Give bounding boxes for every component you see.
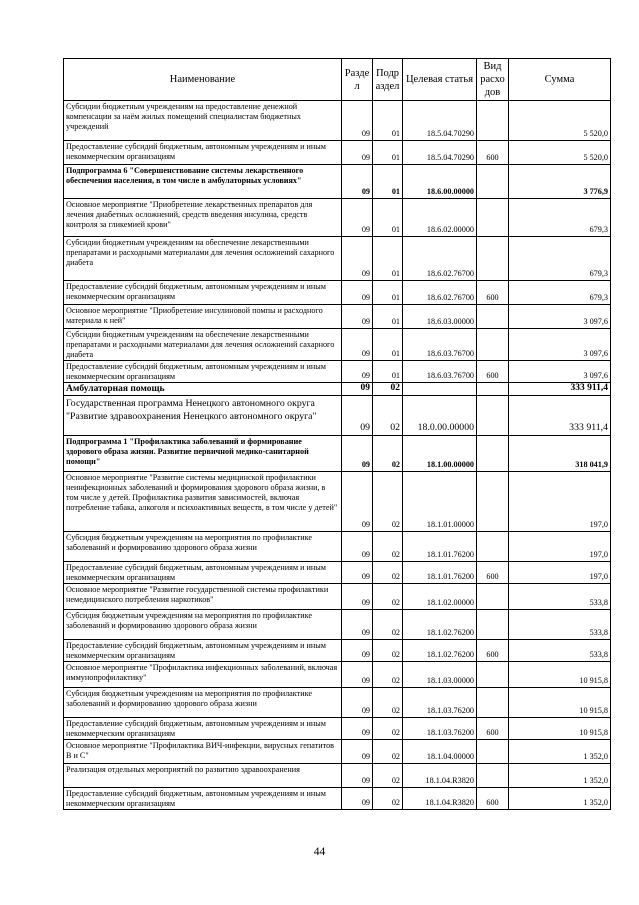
row-name: Основное мероприятие "Развитие государственной системы профилактики немедицинского потребления наркотиков": [64, 584, 342, 610]
row-amount: 333 911,4: [509, 396, 611, 436]
row-subsection: 02: [373, 532, 403, 562]
row-subsection: 01: [373, 281, 403, 305]
row-expense-type: [477, 584, 509, 610]
row-target-article: 18.6.02.76700: [403, 237, 477, 281]
row-expense-type: 600: [477, 718, 509, 740]
row-subsection: 02: [373, 688, 403, 718]
table-row: [64, 718, 611, 740]
row-target-article: 18.1.00.00000: [403, 436, 477, 472]
row-amount: 1 352,0: [509, 740, 611, 764]
table-row: [64, 101, 611, 141]
table-row: [64, 584, 611, 610]
row-subsection: 02: [373, 640, 403, 662]
row-amount: 10 915,8: [509, 718, 611, 740]
row-expense-type: [477, 472, 509, 532]
row-subsection: 01: [373, 165, 403, 199]
row-name: Основное мероприятие "Приобретение лекарственных препаратов для лечения диабетных осложнений, средств введения инсулина, средств контроля за гликемией крови": [64, 199, 342, 237]
header-section: Разде л: [342, 59, 373, 101]
row-section: 09: [342, 532, 373, 562]
row-expense-type: [477, 237, 509, 281]
header-target-article: Целевая статья: [403, 59, 477, 101]
row-name: Субсидия бюджетным учреждениям на мероприятия по профилактике заболеваний и формированию здорового образа жизни: [64, 688, 342, 718]
row-subsection: 01: [373, 237, 403, 281]
row-subsection: 01: [373, 101, 403, 141]
row-subsection: 02: [373, 610, 403, 640]
row-section: 09: [342, 281, 373, 305]
row-name: Субсидия бюджетным учреждениям на мероприятия по профилактике заболеваний и формированию здорового образа жизни: [64, 610, 342, 640]
row-name: Субсидии бюджетным учреждениям на предоставление денежной компенсации за наём жилых помещений специалистам бюджетных учреждений: [64, 101, 342, 141]
table-row: [64, 199, 611, 237]
row-section: 09: [342, 788, 373, 810]
table-row: [64, 165, 611, 199]
row-expense-type: [477, 436, 509, 472]
row-expense-type: [477, 764, 509, 788]
row-section: 09: [342, 199, 373, 237]
row-expense-type: [477, 383, 509, 396]
row-name: Субсидии бюджетным учреждениям на обеспечение лекарственными препаратами и расходными материалами для лечения осложнений сахарного диабета: [64, 237, 342, 281]
row-section: 09: [342, 101, 373, 141]
row-name: Предоставление субсидий бюджетным, автономным учреждениям и иным некоммерческим организациям: [64, 281, 342, 305]
row-target-article: 18.1.04.R3820: [403, 788, 477, 810]
row-amount: 679,3: [509, 199, 611, 237]
row-expense-type: [477, 740, 509, 764]
row-amount: 679,3: [509, 237, 611, 281]
row-subsection: 02: [373, 662, 403, 688]
table-row: [64, 532, 611, 562]
row-subsection: 01: [373, 329, 403, 361]
table-row: [64, 764, 611, 788]
row-expense-type: [477, 329, 509, 361]
row-expense-type: 600: [477, 361, 509, 383]
row-amount: 533,8: [509, 610, 611, 640]
row-expense-type: 600: [477, 141, 509, 165]
row-target-article: 18.1.02.76200: [403, 610, 477, 640]
row-subsection: 02: [373, 788, 403, 810]
row-name: Основное мероприятие "Развитие системы медицинской профилактики неинфекционных заболеваний и формирования здорового образа жизни, в том числе у детей. Профилактика развития зависимостей, включая потребление табака, алкоголя и психоактивных веществ, в том числе у детей": [64, 472, 342, 532]
table-row: [64, 329, 611, 361]
row-section: 09: [342, 764, 373, 788]
row-section: 09: [342, 436, 373, 472]
row-section: 09: [342, 472, 373, 532]
table-row: [64, 788, 611, 810]
row-target-article: 18.1.03.76200: [403, 718, 477, 740]
row-amount: 10 915,8: [509, 688, 611, 718]
row-subsection: 01: [373, 305, 403, 329]
page-number: 44: [313, 846, 326, 858]
row-subsection: 02: [373, 383, 403, 396]
row-amount: 5 520,0: [509, 101, 611, 141]
row-amount: 3 776,9: [509, 165, 611, 199]
row-target-article: 18.1.01.00000: [403, 472, 477, 532]
row-name: Предоставление субсидий бюджетным, автономным учреждениям и иным некоммерческим организациям: [64, 141, 342, 165]
row-expense-type: [477, 662, 509, 688]
row-target-article: 18.1.03.76200: [403, 688, 477, 718]
table-row: [64, 740, 611, 764]
row-expense-type: 600: [477, 788, 509, 810]
row-subsection: 02: [373, 562, 403, 584]
row-name: Подпрограмма 6 "Совершенствование системы лекарственного обеспечения населения, в том числе в амбулаторных условиях": [64, 165, 342, 199]
row-section: 09: [342, 396, 373, 436]
row-name: Государственная программа Ненецкого автономного округа "Развитие здравоохранения Ненецкого автономного округа": [64, 396, 342, 436]
row-target-article: 18.6.03.00000: [403, 305, 477, 329]
row-expense-type: [477, 396, 509, 436]
row-amount: 197,0: [509, 562, 611, 584]
row-expense-type: [477, 688, 509, 718]
table-row: [64, 141, 611, 165]
table-row: [64, 688, 611, 718]
header-subsection: Подр аздел: [373, 59, 403, 101]
row-expense-type: 600: [477, 562, 509, 584]
table-row: [64, 237, 611, 281]
header-amount: Сумма: [509, 59, 611, 101]
table-row: [64, 662, 611, 688]
row-amount: 1 352,0: [509, 788, 611, 810]
row-subsection: 01: [373, 361, 403, 383]
table-row: [64, 361, 611, 383]
row-name: Субсидия бюджетным учреждениям на мероприятия по профилактике заболеваний и формированию здорового образа жизни: [64, 532, 342, 562]
row-section: 09: [342, 237, 373, 281]
row-name: Предоставление субсидий бюджетным, автономным учреждениям и иным некоммерческим организациям: [64, 361, 342, 383]
row-amount: 197,0: [509, 472, 611, 532]
row-target-article: 18.1.02.76200: [403, 640, 477, 662]
budget-table: [63, 58, 611, 810]
row-section: 09: [342, 610, 373, 640]
row-name: Предоставление субсидий бюджетным, автономным учреждениям и иным некоммерческим организациям: [64, 640, 342, 662]
row-target-article: 18.5.04.70290: [403, 141, 477, 165]
row-target-article: 18.5.04.70290: [403, 101, 477, 141]
table-row: [64, 383, 611, 396]
table-row: [64, 305, 611, 329]
table-row: [64, 640, 611, 662]
table-row: [64, 610, 611, 640]
table-row: [64, 562, 611, 584]
row-section: 09: [342, 640, 373, 662]
header-expense-type: Вид расхо дов: [477, 59, 509, 101]
row-subsection: 02: [373, 764, 403, 788]
row-amount: 5 520,0: [509, 141, 611, 165]
row-section: 09: [342, 141, 373, 165]
row-section: 09: [342, 584, 373, 610]
row-section: 09: [342, 305, 373, 329]
row-name: Основное мероприятие "Профилактика инфекционных заболеваний, включая иммунопрофилактику": [64, 662, 342, 688]
row-name: Предоставление субсидий бюджетным, автономным учреждениям и иным некоммерческим организациям: [64, 788, 342, 810]
table-row: [64, 281, 611, 305]
row-expense-type: [477, 101, 509, 141]
row-section: 09: [342, 562, 373, 584]
row-target-article: 18.1.04.R3820: [403, 764, 477, 788]
row-amount: 533,8: [509, 640, 611, 662]
row-target-article: 18.0.00.00000: [403, 396, 477, 436]
row-section: 09: [342, 383, 373, 396]
row-name: Субсидии бюджетным учреждениям на обеспечение лекарственными препаратами и расходными материалами для лечения осложнений сахарного диабета: [64, 329, 342, 361]
row-name: Предоставление субсидий бюджетным, автономным учреждениям и иным некоммерческим организациям: [64, 562, 342, 584]
row-target-article: 18.1.02.00000: [403, 584, 477, 610]
row-target-article: 18.6.02.76700: [403, 281, 477, 305]
row-target-article: 18.6.03.76700: [403, 329, 477, 361]
row-target-article: 18.1.01.76200: [403, 562, 477, 584]
row-amount: 679,3: [509, 281, 611, 305]
row-amount: 10 915,8: [509, 662, 611, 688]
row-amount: 533,8: [509, 584, 611, 610]
row-section: 09: [342, 361, 373, 383]
row-amount: 3 097,6: [509, 305, 611, 329]
header-name: Наименование: [64, 59, 342, 101]
row-subsection: 02: [373, 740, 403, 764]
row-target-article: 18.6.00.00000: [403, 165, 477, 199]
row-target-article: 18.1.04.00000: [403, 740, 477, 764]
row-expense-type: [477, 305, 509, 329]
row-amount: 318 041,9: [509, 436, 611, 472]
row-section: 09: [342, 329, 373, 361]
row-expense-type: [477, 610, 509, 640]
row-amount: 3 097,6: [509, 361, 611, 383]
row-expense-type: [477, 532, 509, 562]
row-target-article: 18.1.01.76200: [403, 532, 477, 562]
row-subsection: 02: [373, 472, 403, 532]
row-target-article: 18.6.02.00000: [403, 199, 477, 237]
row-name: Амбулаторная помощь: [64, 383, 342, 396]
row-section: 09: [342, 165, 373, 199]
row-name: Подпрограмма 1 "Профилактика заболеваний и формирование здорового образа жизни. Развитие первичной медико-санитарной помощи": [64, 436, 342, 472]
row-section: 09: [342, 662, 373, 688]
table-body: [64, 101, 611, 810]
row-amount: 333 911,4: [509, 383, 611, 396]
row-section: 09: [342, 688, 373, 718]
row-expense-type: [477, 165, 509, 199]
row-subsection: 02: [373, 584, 403, 610]
row-section: 09: [342, 740, 373, 764]
row-name: Предоставление субсидий бюджетным, автономным учреждениям и иным некоммерческим организациям: [64, 718, 342, 740]
row-amount: 3 097,6: [509, 329, 611, 361]
row-subsection: 02: [373, 396, 403, 436]
row-target-article: 18.1.03.00000: [403, 662, 477, 688]
row-name: Основное мероприятие "Приобретение инсулиновой помпы и расходного материала к ней": [64, 305, 342, 329]
row-expense-type: 600: [477, 281, 509, 305]
row-subsection: 02: [373, 718, 403, 740]
table-header-row: [64, 59, 611, 101]
table-row: [64, 396, 611, 436]
row-name: Основное мероприятие "Профилактика ВИЧ-инфекции, вирусных гепатитов В и С": [64, 740, 342, 764]
table-row: [64, 436, 611, 472]
row-amount: 197,0: [509, 532, 611, 562]
row-target-article: [403, 383, 477, 396]
table-row: [64, 472, 611, 532]
row-name: Реализация отдельных мероприятий по развитию здравоохранения: [64, 764, 342, 788]
row-subsection: 01: [373, 199, 403, 237]
row-subsection: 01: [373, 141, 403, 165]
row-amount: 1 352,0: [509, 764, 611, 788]
row-expense-type: [477, 199, 509, 237]
row-section: 09: [342, 718, 373, 740]
row-target-article: 18.6.03.76700: [403, 361, 477, 383]
row-subsection: 02: [373, 436, 403, 472]
row-expense-type: 600: [477, 640, 509, 662]
